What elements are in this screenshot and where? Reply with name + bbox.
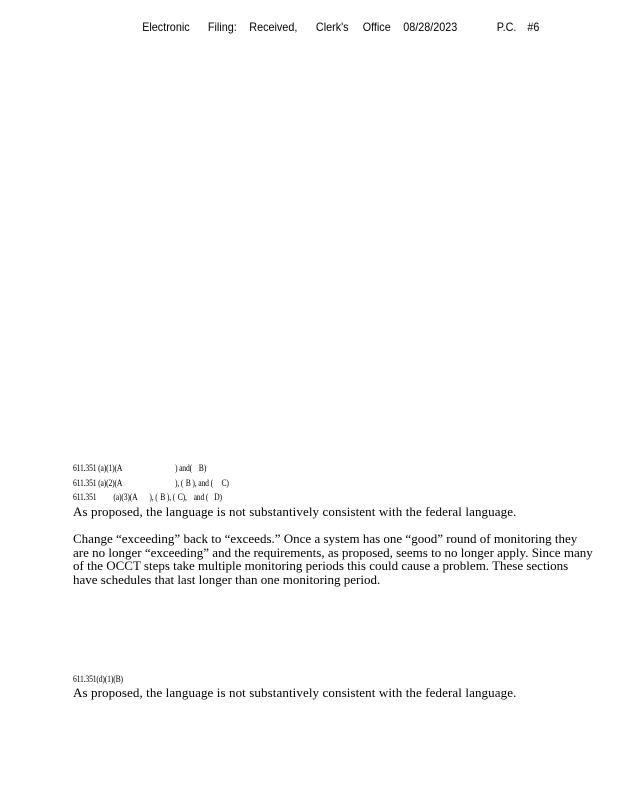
comment-2-line: are no longer “exceeding” and the requirements, as proposed, seems to no longer apply. Since many [73,544,593,560]
filing-header [0,20,556,36]
citation-line-3 [73,492,222,502]
citation-part: ), ( [174,478,184,488]
citation-2: 611.351(d)(1)(B) [73,674,123,684]
citation-part: C) [221,478,229,488]
citation-part: 611.351 (a)(2)(A [73,478,123,488]
citation-part: B ), and ( [185,478,213,488]
citation-part: 611.351 [73,492,97,502]
citation-part: and ( [193,492,209,502]
comment-2-line: of the OCCT steps take multiple monitoring periods this could cause a problem. These sections [73,558,569,573]
citation-part: 611.351 (a)(1)(A [73,463,123,473]
comment-1: As proposed, the language is not substantively consistent with the federal language. [73,504,517,519]
header-word-office: Office [362,20,391,34]
header-word-filing: Filing: [207,20,237,34]
comment-3: As proposed, the language is not substantively consistent with the federal language. [73,685,517,700]
comment-2-line: Change “exceeding” back to “exceeds.” Once a system has one “good” round of monitoring they [73,531,578,546]
citation-part: C), [177,492,187,502]
comment-2-line: have schedules that last longer than one monitoring period. [73,571,381,587]
citation-line-1 [73,463,206,473]
citation-line-2 [73,478,229,488]
citation-part: D) [214,492,222,502]
citation-part: (a)(3)(A [113,492,138,502]
header-pc: P.C. [496,20,517,34]
header-word-received: Received, [249,20,298,34]
citation-part: B) [198,463,207,473]
citation-part: ), ( [149,492,158,502]
citation-part: B ), ( [160,492,176,502]
citation-part: ) and( [174,463,192,473]
header-number: #6 [527,20,540,34]
header-word-clerks: Clerk's [315,20,349,34]
comment-2-paragraph [73,531,593,587]
header-word-electronic: Electronic [142,20,190,34]
header-date: 08/28/2023 [403,20,458,34]
